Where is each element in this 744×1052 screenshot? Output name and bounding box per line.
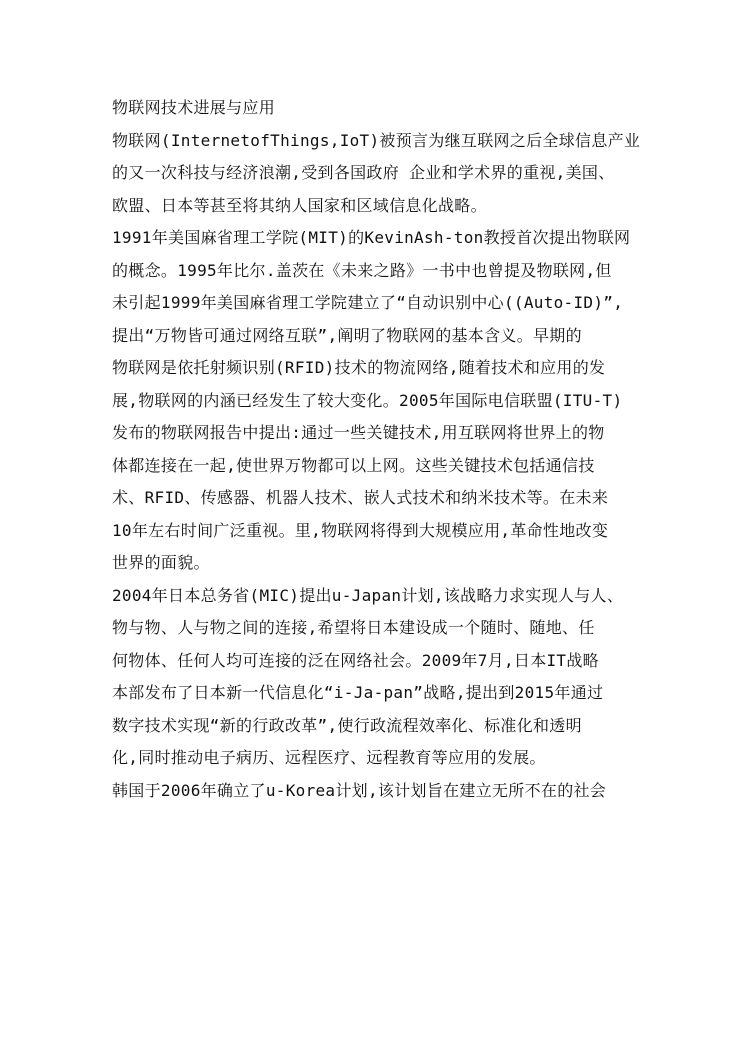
paragraph-line: 2004年日本总务省(MIC)提出u-Japan计划,该战略力求实现人与人、 xyxy=(112,585,624,605)
paragraph-line: 发布的物联网报告中提出:通过一些关键技术,用互联网将世界上的物 xyxy=(112,423,605,442)
paragraph-line: 数字技术实现“新的行政改革”,使行政流程效率化、标准化和透明 xyxy=(112,715,582,735)
paragraph-line: 体都连接在一起,使世界万物都可以上网。这些关键技术包括通信技 xyxy=(112,455,595,475)
paragraph-line: 提出“万物皆可通过网络互联”,阐明了物联网的基本含义。早期的 xyxy=(112,325,582,345)
paragraph-line: 展,物联网的内涵已经发生了较大变化。2005年国际电信联盟(ITU-T) xyxy=(112,390,623,410)
paragraph-line: 物与物、人与物之间的连接,希望将日本建设成一个随时、随地、任 xyxy=(112,618,595,637)
document-page xyxy=(112,92,642,807)
paragraph xyxy=(112,222,642,580)
paragraph-line: 未引起1999年美国麻省理工学院建立了“自动识别中心((Auto-ID)”, xyxy=(112,293,624,312)
paragraph-line: 1991年美国麻省理工学院(MIT)的KevinAsh-ton教授首次提出物联网 xyxy=(112,228,631,247)
paragraph-line: 物联网(InternetofThings,IoT)被预言为继互联网之后全球信息产业 xyxy=(112,130,641,150)
paragraph-line: 10年左右时间广泛重视。里,物联网将得到大规模应用,革命性地改变 xyxy=(112,520,609,540)
paragraph-line: 韩国于2006年确立了u-Korea计划,该计划旨在建立无所不在的社会 xyxy=(112,780,607,800)
paragraph-line: 本部发布了日本新一代信息化“i-Ja-pan”战略,提出到2015年通过 xyxy=(112,683,604,702)
paragraph xyxy=(112,125,642,223)
paragraph-line: 物联网是依托射频识别(RFID)技术的物流网络,随着技术和应用的发 xyxy=(112,358,606,377)
paragraph-line: 的又一次科技与经济浪潮,受到各国政府 企业和学术界的重视,美国、 xyxy=(112,163,615,182)
paragraph xyxy=(112,775,642,808)
paragraph-line: 欧盟、日本等甚至将其纳人国家和区域信息化战略。 xyxy=(112,195,487,215)
paragraph-line: 的概念。1995年比尔.盖茨在《未来之路》一书中也曾提及物联网,但 xyxy=(112,260,612,280)
document-title: 物联网技术进展与应用 xyxy=(112,98,276,117)
paragraph-line: 世界的面貌。 xyxy=(112,553,210,572)
paragraph-line: 化,同时推动电子病历、远程医疗、远程教育等应用的发展。 xyxy=(112,748,546,767)
paragraph-line: 术、RFID、传感器、机器人技术、嵌人式技术和纳米技术等。在未来 xyxy=(112,488,609,507)
paragraph xyxy=(112,580,642,775)
paragraph-line: 何物体、任何人均可连接的泛在网络社会。2009年7月,日本IT战略 xyxy=(112,650,599,670)
